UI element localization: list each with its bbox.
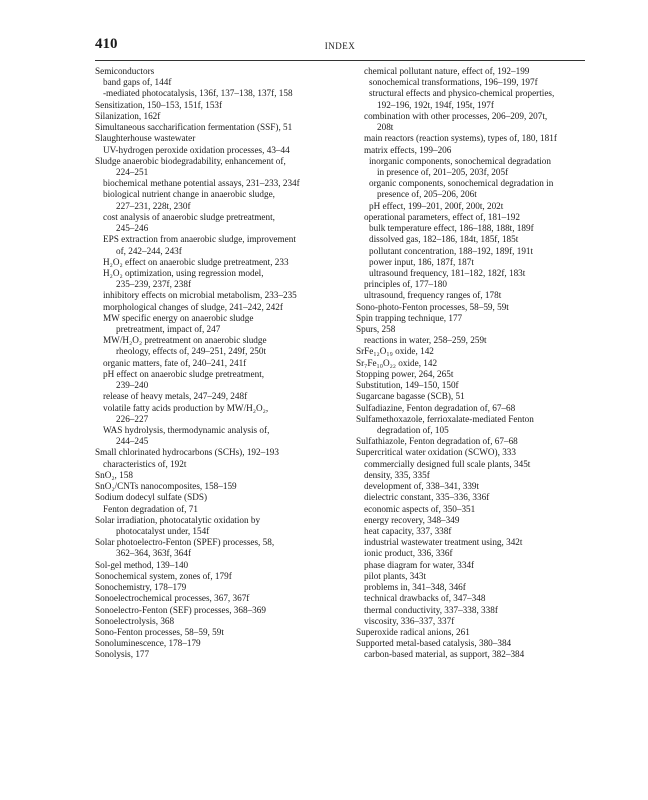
index-entry: 245–246 (116, 223, 149, 234)
index-entry: Sono-Fenton processes, 58–59, 59t (95, 626, 224, 637)
index-entry: Sensitization, 150–153, 151f, 153f (95, 99, 223, 110)
index-entry: Substitution, 149–150, 150f (356, 380, 459, 391)
index-entry: Sulfadiazine, Fenton degradation of, 67–68 (356, 402, 516, 413)
index-entry: Sonochemistry, 178–179 (95, 582, 187, 593)
index-entry: Sonoelectro-Fenton (SEF) processes, 368–369 (95, 604, 266, 615)
index-entry: phase diagram for water, 334f (364, 559, 475, 570)
index-entry: Slaughterhouse wastewater (95, 133, 196, 144)
index-entry: Small chlorinated hydrocarbons (SCHs), 192–193 (95, 447, 279, 458)
index-entry: ionic product, 336, 336f (364, 548, 453, 559)
index-entry: pH effect on anaerobic sludge pretreatment, (103, 368, 265, 379)
index-entry: Solar photoelectro-Fenton (SPEF) processes, 58, (95, 537, 275, 548)
index-entry: Sonoluminescence, 178–179 (95, 638, 201, 649)
index-entry: combination with other processes, 206–209, 207t, (364, 110, 548, 121)
index-column-right (356, 66, 588, 661)
index-entry: 235–239, 237f, 238f (116, 279, 192, 290)
index-entry: SnO₂/CNTs nanocomposites, 158–159 (95, 481, 237, 492)
index-entry: Sr₇Fe₁₀O₂₂ oxide, 142 (356, 357, 438, 368)
index-entry: structural effects and physico-chemical properties, (369, 88, 555, 99)
index-entry: 226–227 (116, 413, 149, 424)
index-entry: Spurs, 258 (356, 324, 396, 335)
index-entry: 244–245 (116, 436, 149, 447)
index-entry: principles of, 177–180 (364, 279, 447, 290)
index-entry: 239–240 (116, 380, 149, 391)
index-entry: Sonolysis, 177 (95, 649, 150, 660)
index-entry: economic aspects of, 350–351 (364, 503, 476, 514)
index-entry: commercially designed full scale plants, 345t (364, 458, 531, 469)
index-entry: characteristics of, 192t (103, 458, 187, 469)
index-entry: Sulfamethoxazole, ferrioxalate-mediated Fenton (356, 413, 534, 424)
index-entry: Simultaneous saccharification fermentation (SSF), 51 (95, 122, 293, 133)
index-entry: degradation of, 105 (377, 425, 449, 435)
index-entry: Sonoelectrolysis, 368 (95, 615, 175, 626)
index-entry: pilot plants, 343t (364, 570, 427, 581)
index-entry: Superoxide radical anions, 261 (356, 626, 470, 637)
index-entry: volatile fatty acids production by MW/H₂O₂, (103, 402, 269, 413)
index-entry: MW/H₂O₂ pretreatment on anaerobic sludge (103, 335, 267, 346)
index-entry: matrix effects, 199–206 (364, 144, 452, 155)
index-entry: industrial wastewater treatment using, 342t (364, 537, 523, 548)
index-entry: dissolved gas, 182–186, 184t, 185f, 185t (369, 234, 519, 245)
index-entry: 224–251 (116, 166, 149, 177)
index-entry: pretreatment, impact of, 247 (116, 324, 221, 335)
index-entry: band gaps of, 144f (103, 77, 172, 88)
index-entry: viscosity, 336–337, 337f (364, 615, 455, 626)
index-entry: Sonochemical system, zones of, 179f (95, 570, 232, 581)
index-entry: Solar irradiation, photocatalytic oxidation by (95, 514, 261, 525)
index-entry: technical drawbacks of, 347–348 (364, 593, 486, 604)
index-entry: reactions in water, 258–259, 259t (364, 335, 487, 346)
index-entry: Sol-gel method, 139–140 (95, 559, 189, 570)
index-entry: energy recovery, 348–349 (364, 514, 460, 525)
index-entry: pollutant concentration, 188–192, 189f, 191t (369, 245, 534, 256)
index-entry: Sono-photo-Fenton processes, 58–59, 59t (356, 301, 509, 312)
index-entry: organic components, sonochemical degradation in (369, 178, 554, 189)
index-entry: biological nutrient change in anaerobic sludge, (103, 189, 275, 200)
index-entry: chemical pollutant nature, effect of, 192–199 (364, 66, 530, 76)
index-entry: H₂O₂ optimization, using regression model, (103, 267, 264, 278)
index-entry: 192–196, 192t, 194f, 195t, 197f (377, 99, 494, 110)
index-entry: H₂O₂ effect on anaerobic sludge pretreatment, 233 (103, 256, 289, 267)
index-entry: Supercritical water oxidation (SCWO), 333 (356, 447, 516, 458)
index-entry: heat capacity, 337, 338f (364, 525, 452, 536)
index-entry: Fenton degradation of, 71 (103, 503, 198, 514)
index-entry: MW specific energy on anaerobic sludge (103, 312, 254, 323)
index-entry: operational parameters, effect of, 181–192 (364, 211, 520, 222)
index-entry: -mediated photocatalysis, 136f, 137–138, 137f, 158 (103, 88, 293, 99)
index-entry: density, 335, 335f (364, 469, 430, 480)
index-entry: biochemical methane potential assays, 231–233, 234f (103, 178, 300, 189)
index-entry: EPS extraction from anaerobic sludge, improvement (103, 234, 296, 245)
index-entry: Silanization, 162f (95, 110, 161, 121)
index-entry: Sodium dodecyl sulfate (SDS) (95, 492, 208, 503)
index-entry: pH effect, 199–201, 200f, 200t, 202t (369, 200, 504, 211)
index-entry: SrFe₁₂O₁₉ oxide, 142 (356, 346, 434, 357)
index-entry: power input, 186, 187f, 187t (369, 256, 474, 267)
index-entry: Supported metal-based catalysis, 380–384 (356, 638, 512, 649)
index-entry: ultrasound frequency, 181–182, 182f, 183t (369, 267, 526, 278)
index-entry: carbon-based material, as support, 382–384 (364, 649, 525, 660)
running-title: INDEX (324, 41, 356, 51)
page-header (95, 36, 585, 61)
index-entry: Sugarcane bagasse (SCB), 51 (356, 391, 465, 402)
page-number: 410 (95, 36, 118, 52)
index-entry: 208t (377, 122, 394, 133)
index-entry: rheology, effects of, 249–251, 249f, 250t (116, 346, 267, 357)
index-entry: bulk temperature effect, 186–188, 188t, 189f (369, 223, 534, 234)
index-entry: presence of, 205–206, 206t (377, 189, 477, 200)
index-entry: in presence of, 201–205, 203f, 205f (377, 166, 509, 177)
index-entry: main reactors (reaction systems), types of, 180, 181f (364, 133, 557, 144)
index-entry: inhibitory effects on microbial metabolism, 233–235 (103, 290, 297, 301)
index-entry: Spin trapping technique, 177 (356, 312, 463, 323)
index-entry: ultrasound, frequency ranges of, 178t (364, 290, 502, 301)
index-entry: Sonoelectrochemical processes, 367, 367f (95, 593, 250, 604)
index-entry: release of heavy metals, 247–249, 248f (103, 391, 248, 402)
index-entry: WAS hydrolysis, thermodynamic analysis of, (103, 425, 270, 435)
index-entry: 362–364, 363f, 364f (116, 548, 192, 559)
index-entry: of, 242–244, 243f (116, 245, 182, 256)
index-entry: cost analysis of anaerobic sludge pretreatment, (103, 211, 275, 222)
index-entry: inorganic components, sonochemical degradation (369, 155, 551, 166)
index-entry: dielectric constant, 335–336, 336f (364, 492, 490, 503)
index-column-left (95, 66, 343, 661)
index-entry: thermal conductivity, 337–338, 338f (364, 604, 498, 615)
index-entry: sonochemical transformations, 196–199, 197f (369, 77, 538, 88)
index-entry: problems in, 341–348, 346f (364, 582, 466, 593)
index-entry: 227–231, 228t, 230f (116, 200, 191, 211)
index-entry: morphological changes of sludge, 241–242, 242f (103, 301, 283, 312)
index-entry: development of, 338–341, 339t (364, 481, 480, 492)
index-entry: Sulfathiazole, Fenton degradation of, 67–68 (356, 436, 518, 447)
index-entry: Sludge anaerobic biodegradability, enhancement of, (95, 155, 286, 166)
index-entry: photocatalyst under, 154f (116, 525, 210, 536)
index-entry: organic matters, fate of, 240–241, 241f (103, 357, 247, 368)
index-entry: Stopping power, 264, 265t (356, 368, 454, 379)
index-entry: Semiconductors (95, 66, 155, 76)
index-entry: UV-hydrogen peroxide oxidation processes, 43–44 (103, 144, 290, 155)
index-entry: SnO₂, 158 (95, 469, 133, 480)
